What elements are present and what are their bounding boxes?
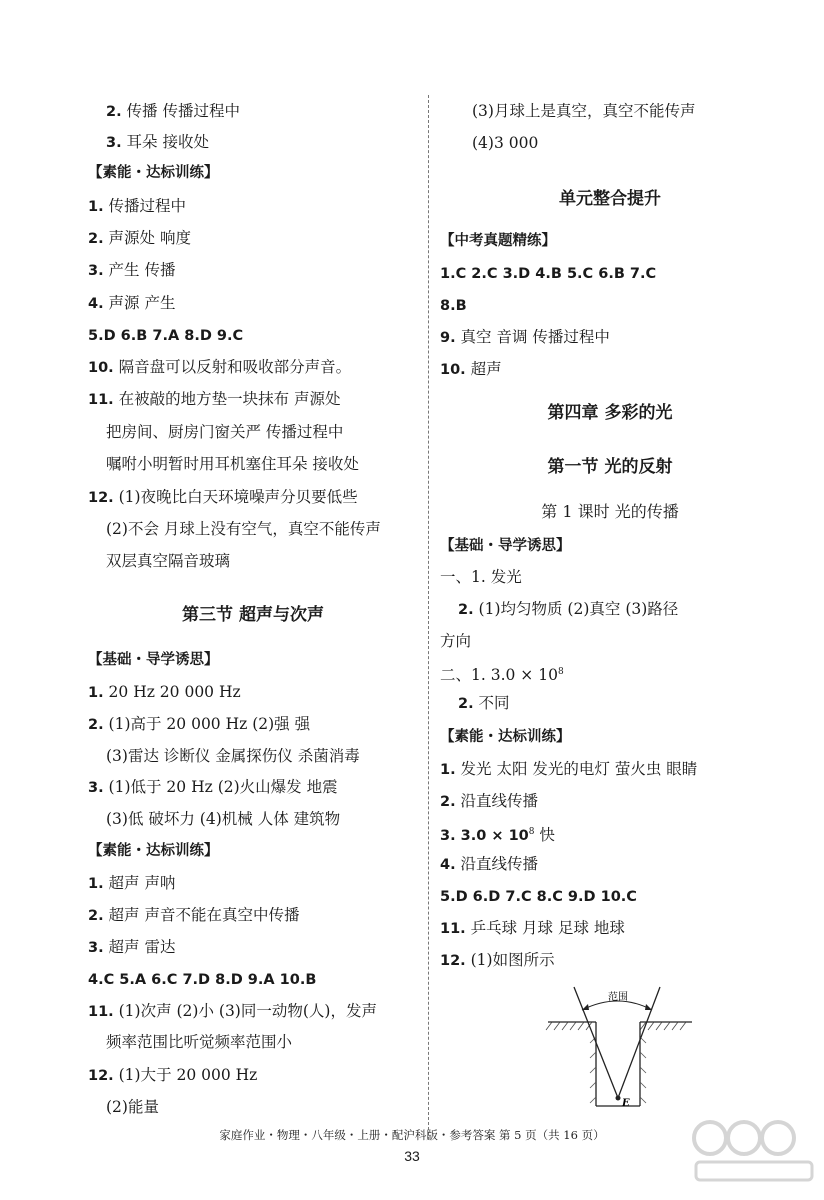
answer-line: 把房间、厨房门窗关严 传播过程中 <box>106 423 344 441</box>
well-diagram <box>536 982 706 1112</box>
answer-line: 1. 发光 太阳 发光的电灯 萤火虫 眼睛 <box>440 760 698 778</box>
answer-line: 12. (1)夜晚比白天环境噪声分贝要低些 <box>88 488 358 506</box>
answer-line: 1. 传播过程中 <box>88 197 187 215</box>
answer-line: 2. 传播 传播过程中 <box>106 102 240 120</box>
answer-line: 方向 <box>440 632 472 650</box>
answer-line: 1.C 2.C 3.D 4.B 5.C 6.B 7.C <box>440 266 657 282</box>
section-tag: 【素能・达标训练】 <box>88 843 219 859</box>
answer-line: 双层真空隔音玻璃 <box>106 552 231 570</box>
answer-line: 12. (1)大于 20 000 Hz <box>88 1066 258 1084</box>
answer-line: 4.C 5.A 6.C 7.D 8.D 9.A 10.B <box>88 972 317 988</box>
range-label: 范围 <box>608 992 628 1003</box>
answer-line: 3. 耳朵 接收处 <box>106 133 209 151</box>
answer-line: 10. 隔音盘可以反射和吸收部分声音。 <box>88 358 352 376</box>
answer-line: 11. (1)次声 (2)小 (3)同一动物(人)，发声 <box>88 1002 377 1020</box>
answer-line: 二、1. $3.0 \times 10^8$ <box>440 666 564 685</box>
answer-line: 5.D 6.D 7.C 8.C 9.D 10.C <box>440 889 637 905</box>
section-tag: 【素能・达标训练】 <box>440 729 571 745</box>
answer-line: (3)低 破坏力 (4)机械 人体 建筑物 <box>106 810 341 828</box>
eye-point <box>616 1096 621 1101</box>
section-tag: 【素能・达标训练】 <box>88 165 219 181</box>
column-divider <box>428 95 429 1140</box>
answer-line: 1. 超声 声呐 <box>88 874 176 892</box>
answer-line: 3. (1)低于 20 Hz (2)火山爆发 地震 <box>88 778 338 796</box>
section-tag: 【基础・导学诱思】 <box>88 652 219 668</box>
answer-line: 一、1. 发光 <box>440 568 522 586</box>
page-number: 33 <box>404 1148 420 1164</box>
answer-line: 3. 产生 传播 <box>88 261 176 279</box>
answer-line: (3)月球上是真空，真空不能传声 <box>472 102 696 120</box>
answer-line: (3)雷达 诊断仪 金属探伤仪 杀菌消毒 <box>106 747 360 765</box>
section-tag: 【基础・导学诱思】 <box>440 538 571 554</box>
chapter-title: 第四章 多彩的光 <box>547 403 673 423</box>
lesson-title: 第 1 课时 光的传播 <box>541 502 679 521</box>
answer-line: 5.D 6.B 7.A 8.D 9.C <box>88 328 244 344</box>
answer-line: (2)不会 月球上没有空气，真空不能传声 <box>106 520 381 538</box>
answer-line: 1. 20 Hz 20 000 Hz <box>88 683 241 701</box>
watermark-logo <box>690 1110 818 1190</box>
answer-line: (2)能量 <box>106 1098 159 1116</box>
answer-line: 10. 超声 <box>440 360 502 378</box>
answer-line: 2. 超声 声音不能在真空中传播 <box>88 906 300 924</box>
answer-line: 3. 超声 雷达 <box>88 938 176 956</box>
answer-line: 11. 乒乓球 月球 足球 地球 <box>440 919 625 937</box>
answer-line: 3. $3.0 \times 10^8$ 快 <box>440 826 555 845</box>
section-title: 第三节 超声与次声 <box>182 605 324 625</box>
answer-line: 4. 沿直线传播 <box>440 855 539 873</box>
answer-line: 2. (1)高于 20 000 Hz (2)强 强 <box>88 715 311 733</box>
answer-line: 嘱咐小明暂时用耳机塞住耳朵 接收处 <box>106 455 359 473</box>
answer-line: 11. 在被敲的地方垫一块抹布 声源处 <box>88 390 341 408</box>
answer-line: 9. 真空 音调 传播过程中 <box>440 328 610 346</box>
answer-line: 4. 声源 产生 <box>88 294 176 312</box>
section-title: 第一节 光的反射 <box>547 457 673 477</box>
answer-line: 2. 不同 <box>458 694 510 712</box>
section-tag: 【中考真题精练】 <box>440 233 556 249</box>
answer-line: 8.B <box>440 298 467 314</box>
answer-line: 2. 声源处 响度 <box>88 229 191 247</box>
answer-line: 2. (1)均匀物质 (2)真空 (3)路径 <box>458 600 679 618</box>
point-label: E <box>622 1098 630 1109</box>
answer-line: 2. 沿直线传播 <box>440 792 539 810</box>
answer-line: 频率范围比听觉频率范围小 <box>106 1033 293 1051</box>
page-footer: 家庭作业・物理・八年级・上册・配沪科版・参考答案 第 5 页（共 16 页） <box>219 1128 605 1142</box>
ray-right <box>618 987 660 1098</box>
answer-line: (4)3 000 <box>472 134 539 152</box>
unit-title: 单元整合提升 <box>559 189 661 209</box>
answer-line: 12. (1)如图所示 <box>440 951 555 969</box>
